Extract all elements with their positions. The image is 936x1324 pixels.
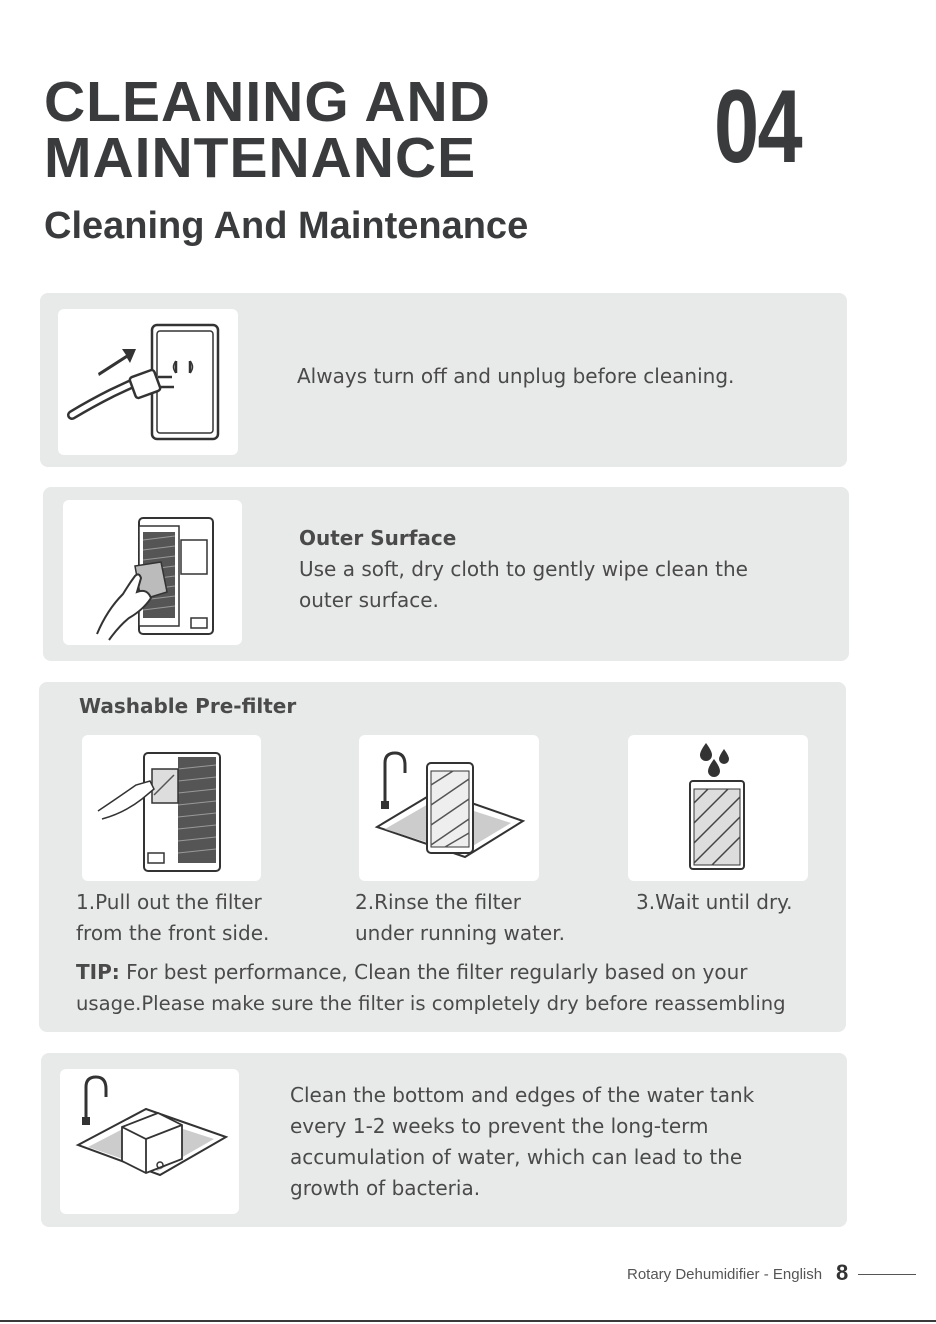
step-1-line-2: from the front side. — [76, 921, 270, 945]
water-tank-illustration — [60, 1069, 239, 1214]
page-number: 8 — [836, 1260, 849, 1285]
water-tank-line-4: growth of bacteria. — [290, 1176, 481, 1200]
dry-filter-illustration — [628, 735, 808, 881]
unplug-card — [40, 293, 847, 467]
chapter-number: 04 — [714, 69, 802, 185]
dehumidifier-wipe-icon — [63, 500, 242, 645]
plug-socket-icon — [58, 309, 238, 455]
tip-line-2: usage.Please make sure the filter is completely dry before reassembling — [76, 992, 786, 1015]
page-subtitle: Cleaning And Maintenance — [44, 205, 529, 247]
tip-label: TIP: — [76, 960, 120, 984]
bottom-divider — [0, 1320, 936, 1322]
prefilter-card — [39, 682, 846, 1032]
step-2-line-2: under running water. — [355, 921, 565, 945]
prefilter-heading: Washable Pre-filter — [79, 694, 297, 718]
water-tank-line-3: accumulation of water, which can lead to the — [290, 1145, 743, 1169]
tip-text-1: For best performance, Clean the filter regularly based on your — [119, 960, 748, 984]
rinse-filter-illustration — [359, 735, 539, 881]
outer-surface-card — [43, 487, 849, 661]
water-tank-line-2: every 1-2 weeks to prevent the long-term — [290, 1114, 709, 1138]
title-line-2: MAINTENANCE — [44, 126, 477, 190]
water-tank-card — [41, 1053, 847, 1227]
unplug-illustration — [58, 309, 238, 455]
pull-filter-illustration — [82, 735, 261, 881]
outer-surface-line-2: outer surface. — [299, 588, 439, 612]
step-2-line-1: 2.Rinse the filter — [355, 890, 521, 914]
outer-surface-heading: Outer Surface — [299, 526, 457, 550]
rinse-filter-icon — [359, 735, 539, 881]
step-3-line-1: 3.Wait until dry. — [636, 890, 793, 914]
wipe-illustration — [63, 500, 242, 645]
page-title — [44, 70, 491, 190]
step-1-line-1: 1.Pull out the filter — [76, 890, 262, 914]
footer-label: Rotary Dehumidifier - English — [627, 1266, 823, 1283]
drying-filter-icon — [628, 735, 808, 881]
water-tank-rinse-icon — [60, 1069, 239, 1214]
title-line-1: CLEANING AND — [44, 70, 491, 134]
outer-surface-line-1: Use a soft, dry cloth to gently wipe clean the — [299, 557, 748, 581]
tip-line-1 — [76, 957, 748, 988]
footer-divider — [858, 1274, 916, 1275]
water-tank-line-1: Clean the bottom and edges of the water tank — [290, 1083, 755, 1107]
unplug-text: Always turn off and unplug before cleaning. — [297, 364, 735, 388]
pull-filter-icon — [82, 735, 261, 881]
